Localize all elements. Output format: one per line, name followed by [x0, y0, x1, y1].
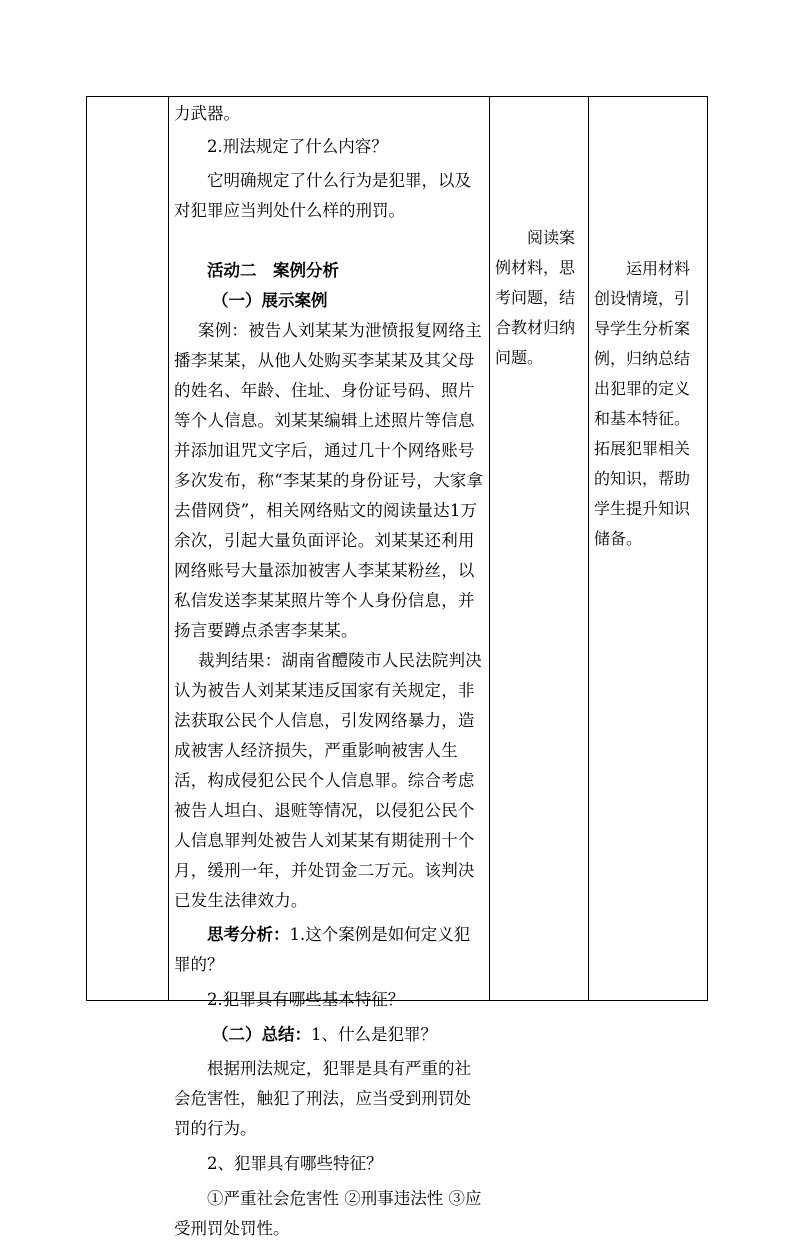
student-activity-cell: [495, 223, 584, 373]
continued-text: 力武器。: [174, 104, 240, 123]
section-show-case: （一）展示案例: [212, 291, 328, 310]
student-activity-text: 阅读案例材料，思考问题，结合教材归纳问题。: [495, 228, 576, 367]
verdict-description: 裁判结果：湖南省醴陵市人民法院判决认为被告人刘某某违反国家有关规定，非法获取公民个人信息，引发网络暴力，造成被害人经济损失，严重影响被害人生活，构成侵犯公民个人信息罪。综合考虑被告人坦白、退赃等情况，以侵犯公民个人信息罪判处被告人刘某某有期徒刑十个月，缓刑一年，并处罚金二万元。该判决已发生法律效力。: [174, 651, 482, 910]
table-border-top: [86, 96, 708, 97]
think-question-1: 1.这个案例是如何定义犯罪的？: [174, 925, 471, 974]
column-divider-2: [489, 96, 490, 1001]
case-description: 案例：被告人刘某某为泄愤报复网络主播李某某，从他人处购买李某某及其父母的姓名、年龄、住址、身份证号码、照片等个人信息。刘某某编辑上述照片等信息并添加诅咒文字后，通过几十个网络账号多次发布，称“李某某的身份证号，大家拿去借网贷”，相关网络贴文的阅读量达1万余次，引起大量负面评论。刘某某还利用网络账号大量添加被害人李某某粉丝，以私信发送李某某照片等个人身份信息，并扬言要蹲点杀害李某某。: [174, 321, 484, 640]
summary-question-2: 2、犯罪具有哪些特征？: [207, 1154, 383, 1173]
column-divider-3: [588, 96, 589, 1001]
design-intent-text: 运用材料创设情境，引导学生分析案例，归纳总结出犯罪的定义和基本特征。拓展犯罪相关的知识，帮助学生提升知识储备。: [594, 259, 691, 548]
summary-heading: [174, 1020, 484, 1050]
think-label: 思考分析：: [207, 925, 290, 944]
lesson-step-cell: [87, 97, 168, 1000]
think-analysis: [174, 920, 484, 980]
think-question-2: 2.犯罪具有哪些基本特征？: [207, 990, 405, 1009]
summary-question-1: 1、什么是犯罪？: [311, 1025, 437, 1044]
question-2: 2.刑法规定了什么内容？: [207, 137, 388, 156]
teaching-content-cell: [174, 99, 484, 1244]
crime-features: ①严重社会危害性 ②刑事违法性 ③应受刑罚处罚性。: [174, 1189, 482, 1238]
summary-label: （二）总结：: [212, 1025, 311, 1044]
answer-2: 它明确规定了什么行为是犯罪，以及对犯罪应当判处什么样的刑罚。: [174, 171, 471, 220]
column-divider-1: [168, 96, 169, 1001]
design-intent-cell: [594, 254, 703, 554]
activity-title: 活动二 案例分析: [207, 261, 339, 280]
crime-definition: 根据刑法规定，犯罪是具有严重的社会危害性，触犯了刑法，应当受到刑罚处罚的行为。: [174, 1059, 471, 1138]
table-border-right: [707, 96, 708, 1001]
